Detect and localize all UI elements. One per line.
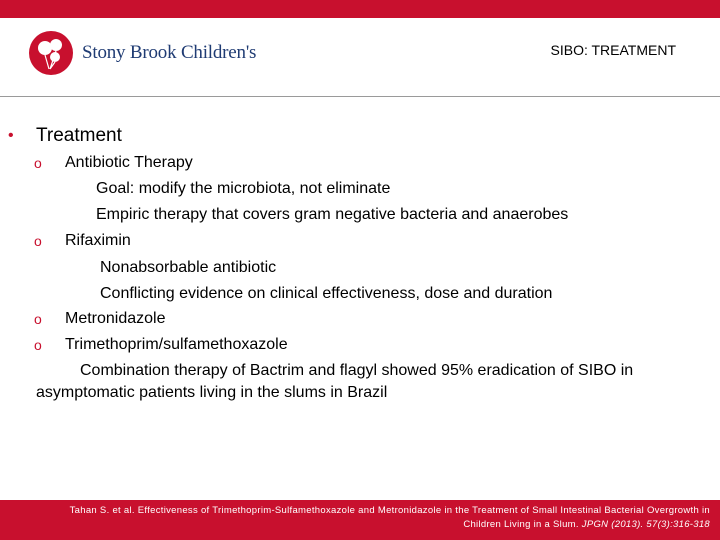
- main-bullet-icon: •: [8, 127, 14, 144]
- citation-line-1: Tahan S. et al. Effectiveness of Trimethoprim-Sulfamethoxazole and Metronidazole in the Treatment of Small Intestinal Bacterial Overgrowth in: [69, 505, 710, 516]
- slide-title: SIBO: TREATMENT: [550, 42, 676, 58]
- section-note: asymptomatic patients living in the slums in Brazil: [36, 384, 388, 401]
- sub-bullet-icon: o: [34, 155, 42, 171]
- footer-bar: [0, 500, 720, 540]
- citation: [10, 504, 710, 532]
- section-title: Rifaximin: [65, 232, 131, 249]
- section-note: Empiric therapy that covers gram negative bacteria and anaerobes: [96, 206, 569, 223]
- sub-bullet-icon: o: [34, 233, 42, 249]
- section-note: Nonabsorbable antibiotic: [100, 259, 277, 276]
- section-note: Conflicting evidence on clinical effectiveness, dose and duration: [100, 285, 553, 302]
- citation-source: Children Living in a Slum.: [463, 519, 579, 530]
- main-heading: Treatment: [36, 125, 122, 146]
- section-note: Goal: modify the microbiota, not eliminate: [96, 180, 391, 197]
- citation-line-2: [10, 518, 710, 532]
- section-title: Trimethoprim/sulfamethoxazole: [65, 336, 288, 353]
- section-note: Combination therapy of Bactrim and flagyl showed 95% eradication of SIBO in: [80, 362, 634, 379]
- sub-bullet-icon: o: [34, 337, 42, 353]
- citation-journal: JPGN (2013). 57(3):316-318: [581, 519, 710, 530]
- logo-wordmark: Stony Brook Children's: [82, 42, 257, 63]
- sub-bullet-icon: o: [34, 311, 42, 327]
- section-title: Metronidazole: [65, 310, 166, 327]
- section-title: Antibiotic Therapy: [65, 154, 193, 171]
